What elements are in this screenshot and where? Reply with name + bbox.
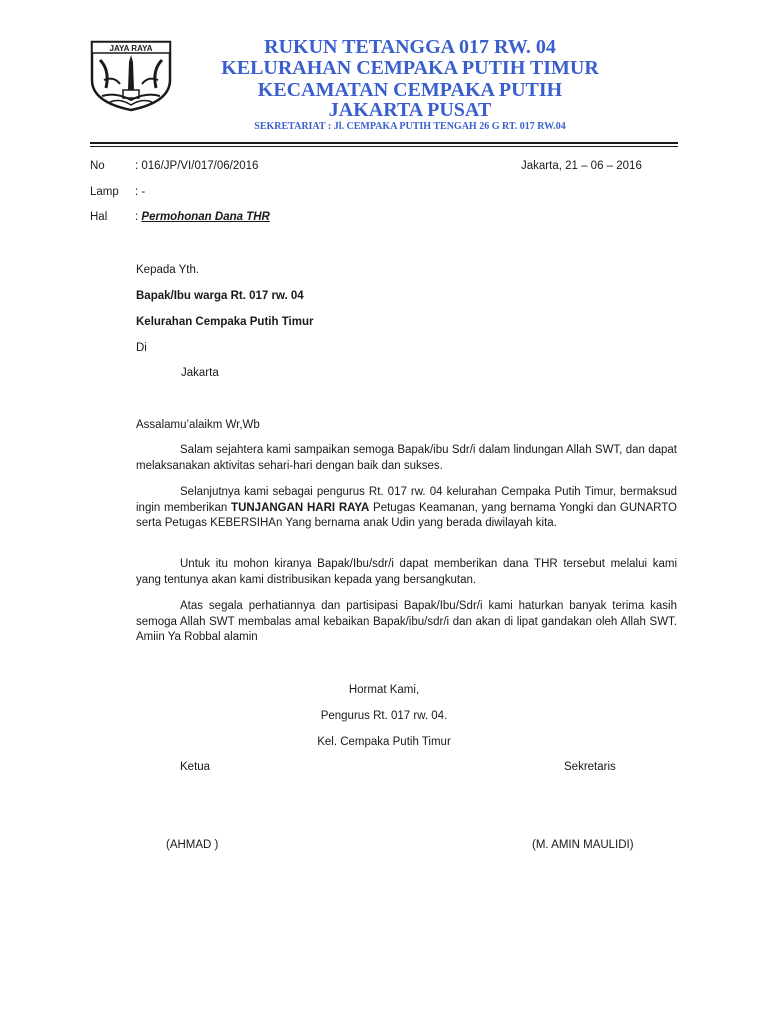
- paragraph-4-text: Atas segala perhatiannya dan partisipasi Bapak/Ibu/Sdr/i kami haturkan banyak terima kasih semoga Allah SWT membalas amal kebaikan Bapak/ibu/sdr/i dan akan di lipat gandakan oleh Allah SWT. Amiin Ya Robbal alamin: [136, 600, 677, 643]
- recipient-line-4: Jakarta: [181, 367, 219, 379]
- closing-line-1: Hormat Kami,: [348, 684, 420, 696]
- recipient-line-3: Di: [136, 342, 147, 354]
- paragraph-3-text: Untuk itu mohon kiranya Bapak/Ibu/sdr/i dapat memberikan dana THR tersebut melalui kami yang tentunya akan kami distribusikan kepada yang bersangkutan.: [136, 558, 677, 586]
- paragraph-1-text: Salam sejahtera kami sampaikan semoga Bapak/ibu Sdr/i dalam lindungan Allah SWT, dan dapat melaksanakan aktivitas sehari-hari dengan baik dan sukses.: [136, 444, 677, 472]
- letterhead-divider-thin: [90, 146, 678, 147]
- hal-label: Hal: [90, 211, 108, 223]
- no-value: : 016/JP/VI/017/06/2016: [135, 160, 259, 172]
- paragraph-3: [136, 557, 677, 588]
- letterhead-line-rt: RUKUN TETANGGA 017 RW. 04: [264, 36, 556, 58]
- jaya-raya-logo: [90, 40, 172, 112]
- letterhead-divider: [90, 142, 678, 144]
- paragraph-2-text-b: Petugas Keamanan, yang bernama Yongki dan GUNARTO serta Petugas KEBERSIHAn Yang bernama anak Udin yang berada diwilayah kita.: [136, 501, 677, 529]
- letterhead-line-kecamatan: KECAMATAN CEMPAKA PUTIH: [257, 79, 563, 101]
- paragraph-2: [136, 485, 677, 532]
- letterhead-secretariat: SEKRETARIAT : Jl. CEMPAKA PUTIH TENGAH 26 G RT. 017 RW.04: [254, 121, 566, 132]
- secretary-name: (M. AMIN MAULIDI): [532, 839, 634, 851]
- closing-line-2: Pengurus Rt. 017 rw. 04.: [320, 710, 448, 722]
- letter-date: Jakarta, 21 – 06 – 2016: [521, 160, 642, 172]
- logo-text: JAYA RAYA: [109, 44, 153, 53]
- salutation: Assalamu’alaikm Wr,Wb: [136, 419, 260, 431]
- letterhead-line-kelurahan: KELURAHAN CEMPAKA PUTIH TIMUR: [221, 57, 599, 79]
- no-label: No: [90, 160, 105, 172]
- lamp-value: : -: [135, 186, 146, 198]
- chairman-name: (AHMAD ): [166, 839, 219, 851]
- chairman-title: Ketua: [180, 761, 211, 773]
- recipient-line-1: Bapak/Ibu warga Rt. 017 rw. 04: [136, 290, 304, 302]
- secretary-title: Sekretaris: [564, 761, 616, 773]
- paragraph-1: [136, 443, 677, 474]
- closing-line-3: Kel. Cempaka Putih Timur: [317, 736, 451, 748]
- hal-line: [135, 210, 270, 224]
- paragraph-2-text-a: Selanjutnya kami sebagai pengurus Rt. 017 rw. 04 kelurahan Cempaka Putih Timur, bermaksud ingin memberikan: [136, 486, 677, 514]
- letterhead-line-city: JAKARTA PUSAT: [328, 99, 492, 121]
- paragraph-2-bold: TUNJANGAN HARI RAYA: [231, 501, 370, 514]
- recipient-greeting: Kepada Yth.: [136, 264, 200, 276]
- paragraph-4: [136, 599, 677, 646]
- hal-value: Permohonan Dana THR: [141, 211, 270, 223]
- hal-colon: :: [135, 211, 139, 223]
- lamp-label: Lamp: [90, 186, 119, 198]
- recipient-line-2: Kelurahan Cempaka Putih Timur: [136, 316, 314, 328]
